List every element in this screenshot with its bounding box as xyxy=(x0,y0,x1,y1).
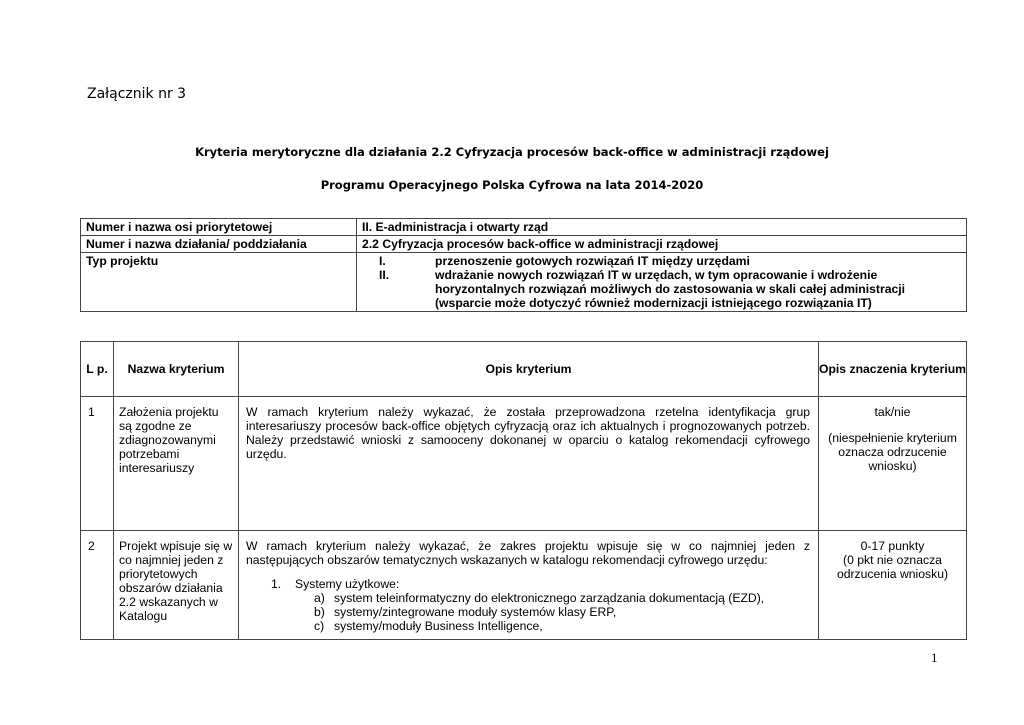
description-intro: W ramach kryterium należy wykazać, że zakres projektu wpisuje się w co najmniej jeden z następujących obszarów tematycznych wskazanych w katalogu rekomendacji cyfrowego urzędu: xyxy=(246,539,810,567)
list-marker: c) xyxy=(314,619,325,633)
row-number: 1 xyxy=(81,397,114,531)
criterion-assessment xyxy=(819,531,967,640)
list-item xyxy=(362,254,961,268)
list-item xyxy=(271,577,810,591)
criteria-table xyxy=(80,341,967,640)
annex-heading: Załącznik nr 3 xyxy=(87,86,187,102)
criterion-description: W ramach kryterium należy wykazać, że została przeprowadzona rzetelna identyfikacja grup interesariuszy procesów back-office objętych cyfryzacją oraz ich aktualnych i prognozowanych potrzeb. Należy przedstawić wnioski z samooceny dokonanej w oparciu o katalog rekomendacji cyfrowego urzędu. xyxy=(239,397,819,531)
row-number: 2 xyxy=(81,531,114,640)
page-number: 1 xyxy=(931,650,938,665)
list-item-text: systemy/moduły Business Intelligence, xyxy=(334,619,543,633)
project-type-label: Typ projektu xyxy=(81,253,357,312)
criterion-description xyxy=(239,531,819,640)
action-value: 2.2 Cyfryzacja procesów back-office w administracji rządowej xyxy=(357,236,967,253)
table-row xyxy=(81,397,967,531)
header-description: Opis kryterium xyxy=(239,342,819,397)
info-table xyxy=(80,218,967,312)
list-item-text: systemy/zintegrowane moduły systemów klasy ERP, xyxy=(334,605,617,619)
table-row xyxy=(81,253,967,312)
axis-label: Numer i nazwa osi priorytetowej xyxy=(81,219,357,236)
table-row xyxy=(81,236,967,253)
list-marker: a) xyxy=(314,591,325,605)
criterion-name: Założenia projektu są zgodne ze zdiagnozowanymi potrzebami interesariuszy xyxy=(114,397,239,531)
list-item-text: Systemy użytkowe: xyxy=(295,577,400,591)
assessment-note: (niespełnienie kryterium oznacza odrzucenie wniosku) xyxy=(828,431,957,473)
list-item xyxy=(314,605,810,619)
header-meaning: Opis znaczenia kryterium xyxy=(819,342,967,397)
action-label: Numer i nazwa działania/ poddziałania xyxy=(81,236,357,253)
header-name: Nazwa kryterium xyxy=(114,342,239,397)
list-item-text: wdrażanie nowych rozwiązań IT w urzędach, w tym opracowanie i wdrożenie horyzontalnych rozwiązań możliwych do zastosowania w skali całej administracji (wsparcie może dotyczyć również modernizacji istniejącego rozwiązania IT) xyxy=(435,268,906,310)
list-item xyxy=(362,268,961,310)
document-subtitle: Programu Operacyjnego Polska Cyfrowa na lata 2014-2020 xyxy=(320,178,704,192)
assessment-note: (0 pkt nie oznacza odrzucenia wniosku) xyxy=(836,553,949,581)
list-marker: b) xyxy=(314,605,325,619)
criterion-assessment xyxy=(819,397,967,531)
assessment-value: tak/nie xyxy=(874,405,911,419)
axis-value: II. E-administracja i otwarty rząd xyxy=(357,219,967,236)
project-type-list xyxy=(357,253,967,312)
list-item xyxy=(314,619,810,633)
list-item-text: przenoszenie gotowych rozwiązań IT między urzędami xyxy=(435,254,750,268)
assessment-value: 0-17 punkty xyxy=(860,539,925,553)
list-item xyxy=(314,591,810,605)
list-marker: II. xyxy=(379,268,390,282)
table-row xyxy=(81,219,967,236)
header-lp: L p. xyxy=(81,342,114,397)
list-marker: 1. xyxy=(271,577,282,591)
list-marker: I. xyxy=(379,254,386,268)
criterion-name: Projekt wpisuje się w co najmniej jeden z priorytetowych obszarów działania 2.2 wskazanych w Katalogu xyxy=(114,531,239,640)
list-item-text: system teleinformatyczny do elektronicznego zarządzania dokumentacją (EZD), xyxy=(334,591,765,605)
sub-list xyxy=(271,591,810,633)
table-header-row xyxy=(81,342,967,397)
document-title: Kryteria merytoryczne dla działania 2.2 Cyfryzacja procesów back-office w administracji rządowej xyxy=(195,145,829,159)
areas-list xyxy=(246,577,810,633)
table-row xyxy=(81,531,967,640)
